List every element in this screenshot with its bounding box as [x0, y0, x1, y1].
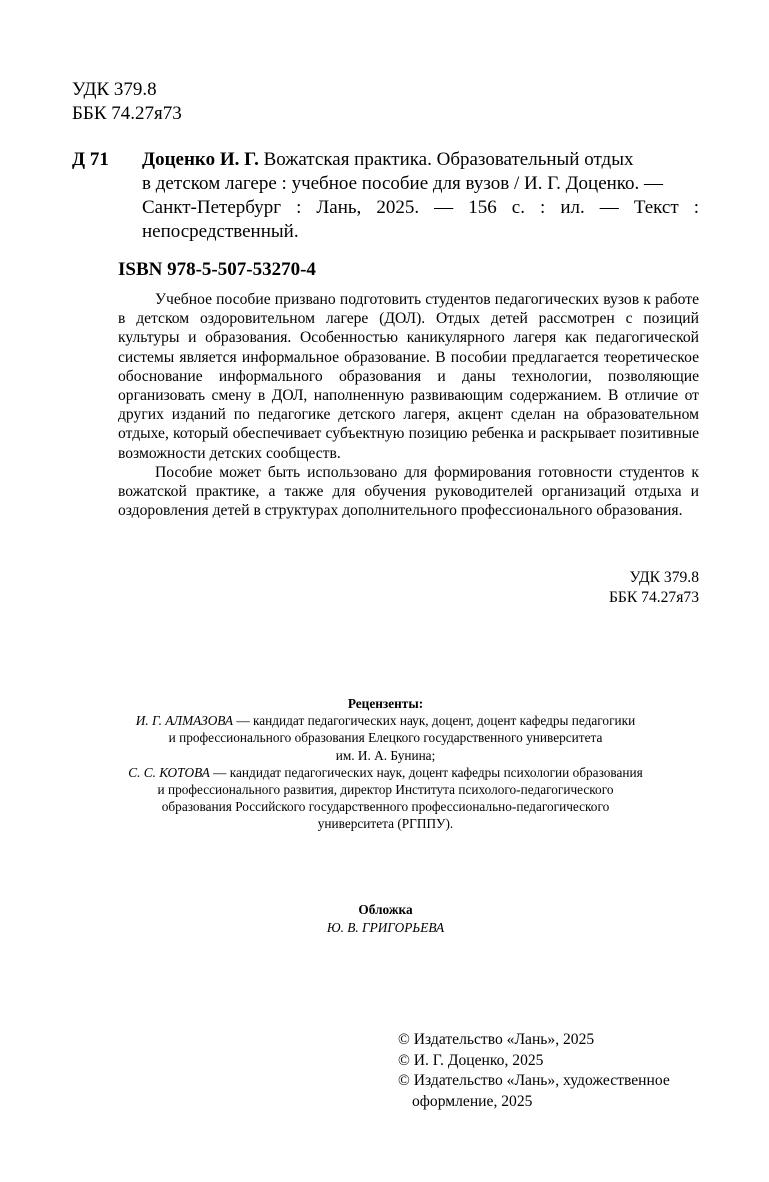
- entry-line-2: в детском лагере : учебное пособие для вузов / И. Г. Доценко. —: [142, 173, 664, 194]
- reviewers-title: Рецензенты:: [347, 696, 424, 711]
- bibliographic-entry: [142, 148, 699, 244]
- isbn: ISBN 978-5-507-53270-4: [118, 259, 316, 280]
- annotation-paragraph-1: Учебное пособие призвано подготовить студентов педагогических вузов к работе в детском оздоровительном лагере (ДОЛ). Отдых детей рассмотрен с позиций культуры и образования. Особенностью каникулярного лагеря как педагогической системы является информальное образование. В пособии предлагается теоретическое обоснование информального образования и даны технологии, позволяющие организовать смену в ДОЛ, наполненную развивающим содержанием. В отличие от других изданий по педагогике детского лагеря, акцент сделан на образовательном отдыхе, который обеспечивает субъектную позицию ребенка и раскрывает позитивные возможности детских сообществ.: [118, 291, 699, 462]
- reviewer-1-line-3: им. И. А. Бунина;: [335, 747, 436, 763]
- reviewer-2-line-1: [72, 764, 699, 781]
- reviewers-block: [72, 695, 699, 833]
- copyright-design-cont: оформление, 2025: [412, 1092, 533, 1110]
- reviewer-1-name: И. Г. АЛМАЗОВА: [135, 713, 234, 729]
- reviewer-1-line-2: и профессионального образования Елецкого государственного университета: [168, 730, 603, 746]
- entry-line-4: непосредственный.: [142, 221, 299, 242]
- classification-block-top: [72, 78, 182, 126]
- reviewer-2-line-4: университета (РГППУ).: [317, 816, 454, 832]
- reviewer-1-line-1: [72, 712, 699, 729]
- cover-title: Обложка: [358, 902, 413, 917]
- annotation-paragraph-2: Пособие может быть использовано для формирования готовности студентов к вожатской практике, а также для обучения руководителей организаций отдыха и оздоровления детей в структурах дополнительного профессионального образования.: [118, 463, 699, 520]
- bibliographic-record: [72, 148, 699, 244]
- cover-designer: Ю. В. ГРИГОРЬЕВА: [326, 920, 445, 935]
- reviewer-2-line-2: и профессионального развития, директор Института психолого-педагогического: [157, 782, 614, 798]
- author-mark: Д 71: [72, 149, 109, 170]
- annotation: [118, 290, 699, 520]
- reviewer-2-line-3: образования Российского государственного профессионально-педагогического: [161, 799, 610, 815]
- copyright-publisher: © Издательство «Лань», 2025: [398, 1031, 595, 1048]
- book-title: Вожатская практика. Образовательный отдых: [263, 149, 634, 170]
- copyright-author: © И. Г. Доценко, 2025: [398, 1051, 544, 1069]
- copyright-block: [398, 1030, 670, 1112]
- copyright-design: © Издательство «Лань», художественное: [398, 1072, 670, 1089]
- bbk-code: ББК 74.27я73: [72, 103, 182, 124]
- reviewer-2-credentials: — кандидат педагогических наук, доцент кафедры психологии образования: [209, 764, 643, 780]
- entry-line-3: Санкт-Петербург : Лань, 2025. — 156 с. : ил. — Текст :: [142, 197, 699, 218]
- cover-credit: [72, 901, 699, 937]
- bbk-code-bottom: ББК 74.27я73: [608, 589, 699, 606]
- classification-block-bottom: [609, 568, 699, 608]
- author-name: Доценко И. Г.: [142, 149, 259, 170]
- reviewer-2-name: С. С. КОТОВА: [128, 764, 210, 780]
- entry-line-1: [142, 148, 699, 172]
- reviewer-1-credentials: — кандидат педагогических наук, доцент, доцент кафедры педагогики: [233, 713, 636, 729]
- udc-code: УДК 379.8: [72, 79, 157, 100]
- udc-code-bottom: УДК 379.8: [629, 569, 699, 586]
